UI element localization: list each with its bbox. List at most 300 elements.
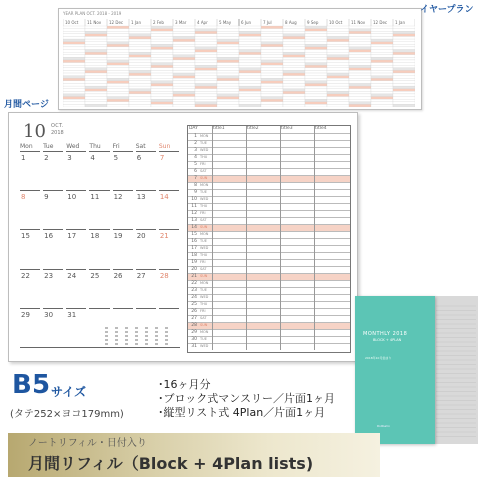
- list-day-number: 8: [194, 183, 197, 188]
- year-day-cell: [349, 63, 371, 66]
- year-month-label: 11 Nov: [351, 20, 366, 25]
- year-day-cell: [261, 70, 283, 73]
- weekday-label: Wed: [66, 143, 80, 150]
- year-day-cell: [63, 39, 85, 42]
- year-day-cell: [85, 34, 107, 37]
- list-header-label: DAY: [189, 126, 198, 131]
- year-day-cell: [349, 57, 371, 60]
- size-letter: B: [12, 370, 32, 400]
- year-day-cell: [195, 91, 217, 94]
- year-day-cell: [195, 44, 217, 47]
- year-day-cell: [151, 68, 173, 71]
- calendar-day-number: 29: [21, 310, 30, 319]
- year-month-label: 3 Mar: [175, 20, 187, 25]
- list-day-number: 23: [191, 288, 197, 293]
- list-day-number: 15: [191, 232, 197, 237]
- product-brand: Rollbahn: [377, 424, 390, 428]
- list-column-divider: [212, 126, 213, 350]
- mini-calendar-dot: [155, 335, 158, 337]
- year-day-cell: [261, 34, 283, 37]
- year-day-cell: [129, 70, 151, 73]
- list-weekday: SAT: [200, 316, 207, 320]
- calendar-day-number: 16: [44, 232, 54, 241]
- list-weekday: THU: [200, 155, 208, 159]
- year-day-cell: [349, 55, 371, 58]
- year-day-cell: [63, 60, 85, 63]
- year-day-cell: [283, 65, 305, 68]
- year-day-cell: [393, 99, 415, 102]
- year-day-cell: [305, 86, 327, 89]
- year-day-cell: [305, 55, 327, 58]
- year-day-cell: [129, 42, 151, 45]
- year-day-cell: [217, 70, 239, 73]
- calendar-day-number: 2: [44, 154, 49, 162]
- year-day-cell: [217, 36, 239, 39]
- year-day-cell: [173, 60, 195, 63]
- year-day-cell: [349, 65, 371, 68]
- year-day-cell: [85, 31, 107, 34]
- year-day-cell: [283, 60, 305, 63]
- year-day-cell: [63, 42, 85, 45]
- year-day-cell: [371, 104, 393, 107]
- list-weekday: TUE: [200, 239, 207, 243]
- list-weekday: MON: [200, 183, 209, 187]
- year-day-cell: [129, 63, 151, 66]
- year-day-cell: [327, 60, 349, 63]
- list-weekday: SUN: [200, 274, 208, 278]
- mini-calendar-dot: [165, 335, 168, 337]
- year-day-cell: [239, 94, 261, 97]
- mini-calendar-dot: [145, 335, 148, 337]
- year-day-cell: [305, 31, 327, 34]
- year-day-cell: [173, 26, 195, 29]
- year-day-cell: [371, 60, 393, 63]
- year-day-cell: [393, 36, 415, 39]
- year-day-cell: [371, 39, 393, 42]
- year-day-cell: [349, 39, 371, 42]
- year-month-label: 6 Jun: [241, 20, 252, 25]
- year-day-cell: [393, 81, 415, 84]
- year-day-cell: [327, 44, 349, 47]
- year-day-cell: [217, 42, 239, 45]
- year-day-cell: [239, 70, 261, 73]
- calendar-cell: [159, 190, 179, 229]
- year-day-cell: [393, 104, 415, 107]
- mini-calendar-dot: [145, 343, 148, 345]
- list-weekday: TUE: [200, 141, 207, 145]
- calendar-day-number: 26: [113, 271, 123, 280]
- year-day-cell: [217, 104, 239, 107]
- calendar-cell: [66, 269, 86, 308]
- year-day-cell: [393, 39, 415, 42]
- year-day-cell: [85, 97, 107, 100]
- year-day-cell: [217, 65, 239, 68]
- year-day-cell: [261, 97, 283, 100]
- list-day-number: 31: [191, 344, 197, 349]
- year-day-cell: [283, 52, 305, 55]
- year-day-cell: [239, 104, 261, 107]
- month-name: OCT.: [51, 123, 64, 129]
- year-day-cell: [107, 76, 129, 79]
- year-day-cell: [283, 104, 305, 107]
- year-day-cell: [239, 52, 261, 55]
- year-day-cell: [63, 52, 85, 55]
- feature-3: ･縦型リスト式 4Plan／片面1ヶ月: [158, 406, 326, 419]
- calendar-cell: [20, 269, 40, 308]
- year-day-cell: [217, 47, 239, 50]
- year-day-cell: [129, 104, 151, 107]
- list-day-number: 22: [191, 281, 197, 286]
- year-day-cell: [173, 36, 195, 39]
- year-day-cell: [151, 91, 173, 94]
- year-day-cell: [63, 68, 85, 71]
- year-day-cell: [239, 29, 261, 32]
- year-month-label: 2 Feb: [153, 20, 164, 25]
- calendar-day-number: 13: [136, 193, 146, 202]
- year-day-cell: [393, 102, 415, 105]
- year-day-cell: [327, 104, 349, 107]
- year-month-label: 5 May: [219, 20, 232, 25]
- year-day-cell: [283, 81, 305, 84]
- weekday-label: Sat: [135, 143, 146, 150]
- year-day-cell: [393, 65, 415, 68]
- year-day-cell: [85, 60, 107, 63]
- year-day-cell: [63, 47, 85, 50]
- year-day-cell: [151, 47, 173, 50]
- year-day-cell: [393, 73, 415, 76]
- year-day-cell: [283, 94, 305, 97]
- year-day-cell: [327, 55, 349, 58]
- year-day-cell: [63, 36, 85, 39]
- year-day-cell: [217, 78, 239, 81]
- year-day-cell: [261, 94, 283, 97]
- year-day-cell: [107, 57, 129, 60]
- year-day-cell: [85, 50, 107, 53]
- year-day-cell: [393, 89, 415, 92]
- year-day-cell: [239, 81, 261, 84]
- year-day-cell: [371, 91, 393, 94]
- year-day-cell: [327, 50, 349, 53]
- year-day-cell: [129, 65, 151, 68]
- list-weekday: FRI: [200, 162, 206, 166]
- year-month-label: 12 Dec: [373, 20, 388, 25]
- calendar-day-number: 20: [136, 232, 146, 241]
- year-day-cell: [129, 97, 151, 100]
- mini-calendar: [105, 327, 177, 349]
- list-day-number: 25: [191, 302, 197, 307]
- year-day-cell: [195, 31, 217, 34]
- year-day-cell: [261, 86, 283, 89]
- year-day-cell: [261, 50, 283, 53]
- year-day-cell: [283, 34, 305, 37]
- year-day-cell: [107, 52, 129, 55]
- year-day-cell: [393, 70, 415, 73]
- year-day-cell: [349, 52, 371, 55]
- year-day-cell: [151, 70, 173, 73]
- year-day-cell: [393, 94, 415, 97]
- year-day-cell: [305, 39, 327, 42]
- year-day-cell: [283, 44, 305, 47]
- year-day-cell: [195, 60, 217, 63]
- year-day-cell: [85, 91, 107, 94]
- year-day-cell: [129, 89, 151, 92]
- year-day-cell: [107, 50, 129, 53]
- calendar-day-number: 15: [21, 232, 30, 241]
- year-day-cell: [305, 50, 327, 53]
- year-day-cell: [173, 65, 195, 68]
- list-day-number: 20: [191, 267, 197, 272]
- calendar-day-number: 24: [67, 271, 77, 280]
- product-cover: [355, 296, 435, 444]
- year-day-cell: [151, 83, 173, 86]
- year-day-cell: [349, 91, 371, 94]
- banner-tagline: ノートリフィル・日付入り: [28, 438, 147, 449]
- year-day-cell: [85, 52, 107, 55]
- year-day-cell: [261, 65, 283, 68]
- year-day-cell: [85, 102, 107, 105]
- year-day-cell: [327, 78, 349, 81]
- year-day-cell: [305, 91, 327, 94]
- year-day-cell: [371, 26, 393, 29]
- calendar-cell: [159, 269, 179, 308]
- year-day-cell: [151, 52, 173, 55]
- year-day-cell: [371, 47, 393, 50]
- year-day-cell: [129, 52, 151, 55]
- list-weekday: SAT: [200, 218, 207, 222]
- year-day-cell: [85, 99, 107, 102]
- year-day-cell: [305, 81, 327, 84]
- year-month-label: 4 Apr: [197, 20, 208, 25]
- year-day-cell: [371, 102, 393, 105]
- mini-calendar-dot: [155, 343, 158, 345]
- list-weekday: SAT: [200, 267, 207, 271]
- mini-calendar-dot: [135, 335, 138, 337]
- year-day-cell: [239, 34, 261, 37]
- year-day-cell: [217, 50, 239, 53]
- year-day-cell: [107, 94, 129, 97]
- year-day-cell: [173, 68, 195, 71]
- calendar-day-number: 22: [21, 271, 30, 280]
- year-day-cell: [173, 47, 195, 50]
- list-column-divider: [280, 126, 281, 350]
- year-day-cell: [107, 81, 129, 84]
- year-day-cell: [217, 81, 239, 84]
- year-day-cell: [261, 76, 283, 79]
- year-day-cell: [283, 63, 305, 66]
- calendar-cell: [66, 190, 86, 229]
- list-header-label: title2: [247, 126, 259, 131]
- calendar-day-number: 4: [90, 154, 95, 162]
- list-day-number: 26: [191, 309, 197, 314]
- year-month-label: 8 Aug: [285, 20, 297, 25]
- year-day-cell: [217, 55, 239, 58]
- year-day-cell: [173, 39, 195, 42]
- year-day-cell: [85, 70, 107, 73]
- year-day-cell: [151, 42, 173, 45]
- year-day-cell: [327, 65, 349, 68]
- calendar-day-number: 10: [67, 193, 77, 202]
- mini-calendar-dot: [135, 339, 138, 341]
- year-day-cell: [195, 26, 217, 29]
- month-number: 10: [23, 121, 46, 142]
- year-day-cell: [371, 57, 393, 60]
- mini-calendar-dot: [115, 327, 118, 329]
- year-day-cell: [327, 47, 349, 50]
- calendar-cell: [43, 229, 63, 268]
- year-day-cell: [349, 31, 371, 34]
- year-month-label: 10 Oct: [65, 20, 79, 25]
- year-day-cell: [195, 57, 217, 60]
- year-day-cell: [173, 44, 195, 47]
- year-day-cell: [85, 86, 107, 89]
- year-day-cell: [239, 89, 261, 92]
- calendar-day-number: 6: [136, 154, 142, 162]
- year-day-cell: [349, 73, 371, 76]
- year-day-cell: [283, 31, 305, 34]
- year-day-cell: [173, 34, 195, 37]
- year-day-cell: [107, 47, 129, 50]
- year-day-cell: [173, 55, 195, 58]
- calendar-day-number: 18: [90, 232, 100, 241]
- year-day-cell: [173, 102, 195, 105]
- year-day-cell: [239, 42, 261, 45]
- year-day-cell: [173, 99, 195, 102]
- mini-calendar-dot: [105, 335, 108, 337]
- year-day-cell: [393, 34, 415, 37]
- year-day-cell: [151, 104, 173, 107]
- year-day-cell: [283, 29, 305, 32]
- year-day-cell: [63, 31, 85, 34]
- calendar-cell: [43, 269, 63, 308]
- year-day-cell: [349, 78, 371, 81]
- product-subtitle: BLOCK + 4PLAN: [373, 338, 402, 342]
- year-day-cell: [371, 68, 393, 71]
- list-day-number: 4: [194, 155, 197, 160]
- year-day-cell: [129, 73, 151, 76]
- year-day-cell: [239, 55, 261, 58]
- year-day-cell: [195, 29, 217, 32]
- list-weekday: SUN: [200, 225, 208, 229]
- year-day-cell: [63, 102, 85, 105]
- year-day-cell: [129, 68, 151, 71]
- year-day-cell: [173, 73, 195, 76]
- year-day-cell: [107, 68, 129, 71]
- year-day-cell: [217, 60, 239, 63]
- year-day-cell: [261, 78, 283, 81]
- year-day-cell: [393, 60, 415, 63]
- year-day-cell: [305, 36, 327, 39]
- year-day-cell: [349, 36, 371, 39]
- year-day-cell: [195, 102, 217, 105]
- year-day-cell: [305, 44, 327, 47]
- calendar-day-number: 28: [159, 271, 169, 280]
- list-column-divider: [246, 126, 247, 350]
- year-day-cell: [393, 29, 415, 32]
- list-day-number: 29: [191, 330, 197, 335]
- mini-calendar-dot: [155, 331, 158, 333]
- list-day-number: 2: [194, 141, 197, 146]
- year-day-cell: [151, 39, 173, 42]
- year-day-cell: [107, 70, 129, 73]
- year-day-cell: [283, 89, 305, 92]
- list-day-number: 30: [191, 337, 197, 342]
- mini-calendar-dot: [165, 331, 168, 333]
- calendar-day-number: 21: [159, 232, 169, 241]
- year-day-cell: [195, 76, 217, 79]
- year-day-cell: [151, 26, 173, 29]
- year-day-cell: [151, 94, 173, 97]
- year-day-cell: [195, 34, 217, 37]
- calendar-cell: [136, 269, 156, 308]
- monthly-page-label: 月間ページ: [4, 100, 49, 110]
- year-day-cell: [151, 97, 173, 100]
- year-day-cell: [173, 29, 195, 32]
- mini-calendar-dot: [145, 339, 148, 341]
- year-day-cell: [393, 26, 415, 29]
- year-day-cell: [305, 83, 327, 86]
- year-day-cell: [327, 52, 349, 55]
- mini-calendar-dot: [145, 331, 148, 333]
- year-day-cell: [173, 76, 195, 79]
- calendar-day-number: 3: [67, 154, 72, 162]
- list-weekday: SUN: [200, 323, 208, 327]
- year-day-cell: [85, 104, 107, 107]
- year-day-cell: [239, 76, 261, 79]
- year-day-cell: [261, 60, 283, 63]
- list-weekday: MON: [200, 330, 209, 334]
- year-day-cell: [173, 52, 195, 55]
- year-day-cell: [305, 29, 327, 32]
- year-day-cell: [129, 102, 151, 105]
- year-day-cell: [261, 52, 283, 55]
- year-day-cell: [173, 70, 195, 73]
- year-day-cell: [107, 73, 129, 76]
- year-day-cell: [173, 104, 195, 107]
- year-day-cell: [217, 68, 239, 71]
- year-day-cell: [305, 47, 327, 50]
- year-day-cell: [85, 42, 107, 45]
- year-day-cell: [283, 42, 305, 45]
- list-day-number: 1: [194, 134, 197, 139]
- year-day-cell: [305, 94, 327, 97]
- year-day-cell: [327, 57, 349, 60]
- year-day-cell: [107, 83, 129, 86]
- year-day-cell: [283, 70, 305, 73]
- year-day-cell: [85, 81, 107, 84]
- year-day-cell: [261, 83, 283, 86]
- year-month-label: 1 Jan: [131, 20, 141, 25]
- year-day-cell: [327, 73, 349, 76]
- year-plan-title: YEAR PLAN OCT. 2018 - 2019: [63, 11, 122, 16]
- calendar-cell: [136, 151, 156, 190]
- year-day-cell: [327, 83, 349, 86]
- year-day-cell: [151, 44, 173, 47]
- year-day-cell: [371, 78, 393, 81]
- year-day-cell: [195, 97, 217, 100]
- year-day-cell: [327, 68, 349, 71]
- year-day-cell: [393, 83, 415, 86]
- year-day-cell: [371, 42, 393, 45]
- year-day-cell: [151, 81, 173, 84]
- year-day-cell: [195, 63, 217, 66]
- calendar-cell: [113, 151, 133, 190]
- year-day-cell: [129, 60, 151, 63]
- year-day-cell: [393, 91, 415, 94]
- year-day-cell: [63, 29, 85, 32]
- year-day-cell: [305, 60, 327, 63]
- year-day-cell: [327, 89, 349, 92]
- year-day-cell: [393, 42, 415, 45]
